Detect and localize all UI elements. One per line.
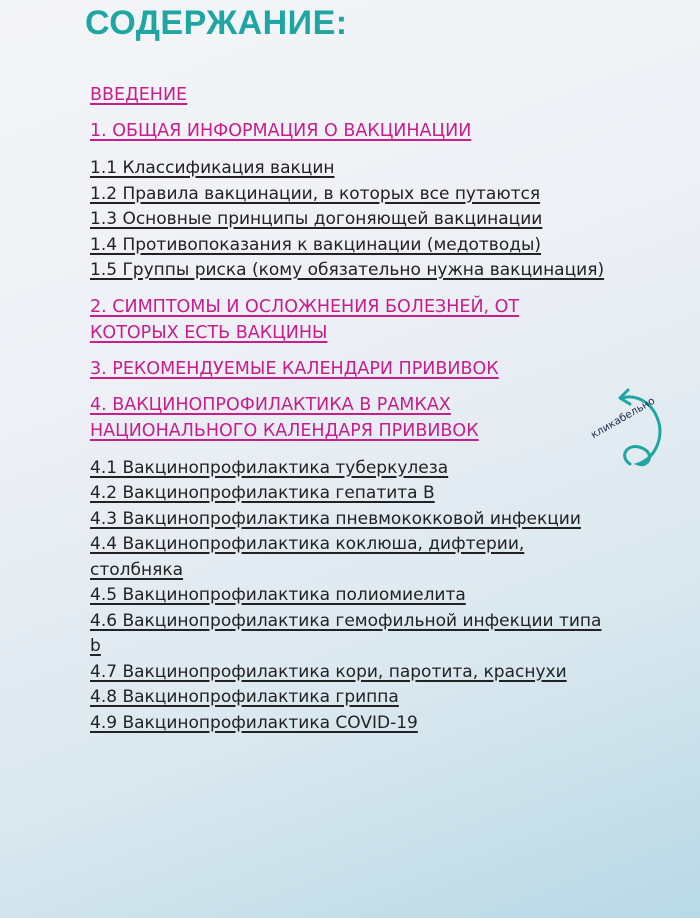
page-title: СОДЕРЖАНИЕ:: [85, 4, 348, 42]
toc-link-4-2[interactable]: 4.2 Вакцинопрофилактика гепатита В: [90, 483, 435, 503]
toc-link-1-3[interactable]: 1.3 Основные принципы догоняющей вакцинации: [90, 209, 543, 229]
toc-link-4-3[interactable]: 4.3 Вакцинопрофилактика пневмококковой инфекции: [90, 508, 581, 529]
table-of-contents: [90, 80, 610, 736]
toc-link-section-2[interactable]: 2. СИМПТОМЫ И ОСЛОЖНЕНИЯ БОЛЕЗНЕЙ, ОТ КОТОРЫХ ЕСТЬ ВАКЦИНЫ: [90, 296, 520, 343]
clickable-hint: [578, 384, 678, 474]
toc-link-4-5[interactable]: 4.5 Вакцинопрофилактика полиомиелита: [90, 585, 466, 605]
toc-link-section-3[interactable]: 3. РЕКОМЕНДУЕМЫЕ КАЛЕНДАРИ ПРИВИВОК: [90, 358, 499, 379]
toc-link-4-9[interactable]: 4.9 Вакцинопрофилактика COVID-19: [90, 712, 418, 733]
toc-link-1-2[interactable]: 1.2 Правила вакцинации, в которых все путаются: [90, 183, 541, 204]
toc-link-4-6[interactable]: 4.6 Вакцинопрофилактика гемофильной инфекции типа b: [90, 610, 602, 656]
toc-link-section-4[interactable]: 4. ВАКЦИНОПРОФИЛАКТИКА В РАМКАХ НАЦИОНАЛЬНОГО КАЛЕНДАРЯ ПРИВИВОК: [90, 394, 479, 441]
toc-link-section-1[interactable]: 1. ОБЩАЯ ИНФОРМАЦИЯ О ВАКЦИНАЦИИ: [90, 121, 472, 141]
toc-link-intro[interactable]: ВВЕДЕНИЕ: [90, 85, 188, 105]
toc-link-1-4[interactable]: 1.4 Противопоказания к вакцинации (медотводы): [90, 234, 542, 255]
toc-link-4-1[interactable]: 4.1 Вакцинопрофилактика туберкулеза: [90, 457, 449, 478]
toc-link-4-4[interactable]: 4.4 Вакцинопрофилактика коклюша, дифтерии, столбняка: [90, 534, 525, 580]
toc-link-4-7[interactable]: 4.7 Вакцинопрофилактика кори, паротита, краснухи: [90, 661, 567, 682]
toc-link-1-1[interactable]: 1.1 Классификация вакцин: [90, 158, 335, 178]
clickable-hint-label: кликабельно: [588, 394, 658, 442]
toc-link-1-5[interactable]: 1.5 Группы риска (кому обязательно нужна вакцинация): [90, 260, 605, 280]
toc-link-4-8[interactable]: 4.8 Вакцинопрофилактика гриппа: [90, 687, 399, 707]
